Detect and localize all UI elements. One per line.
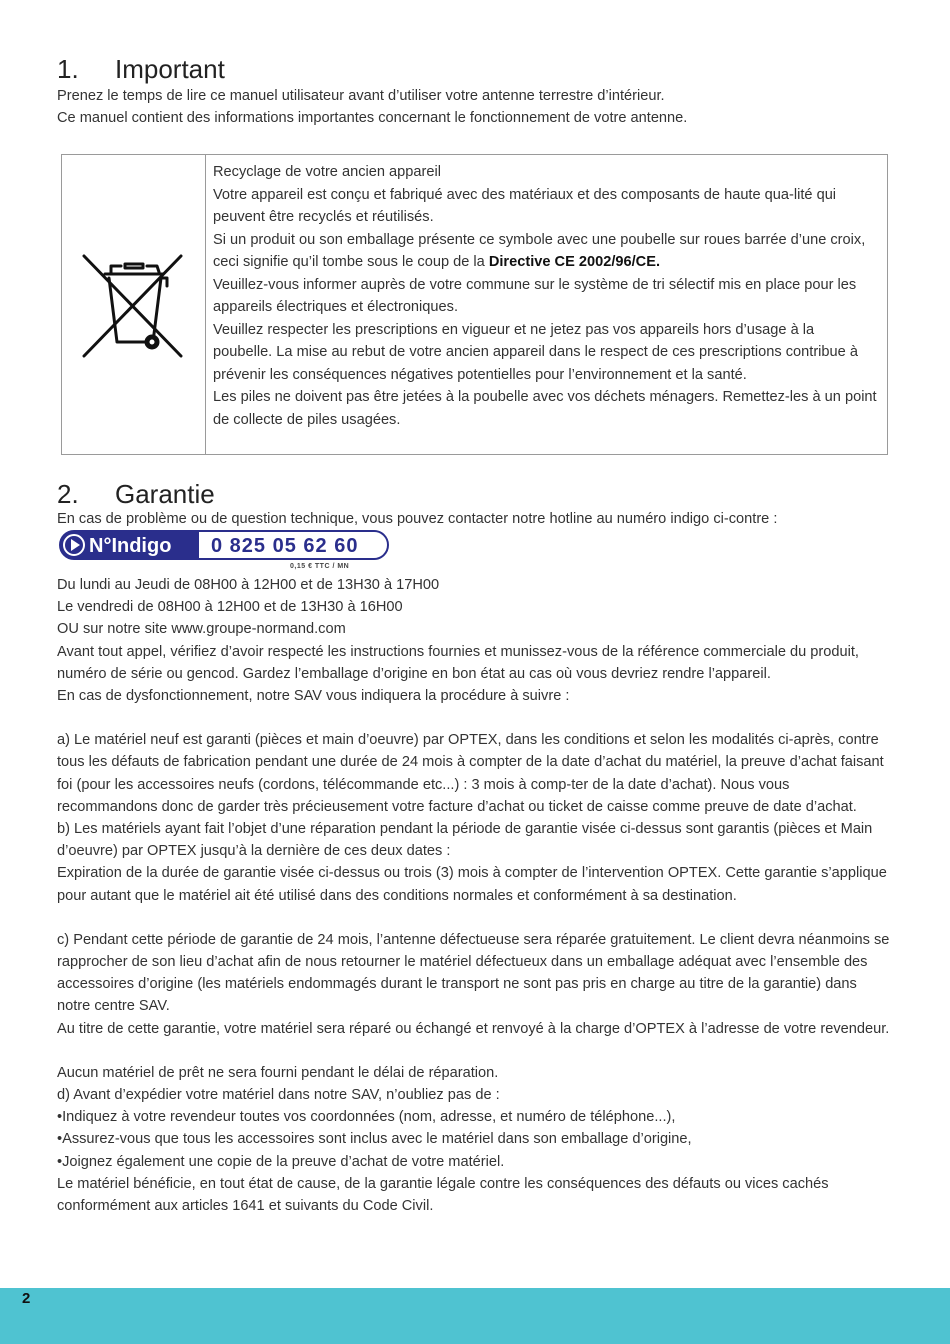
hotline-intro: En cas de problème ou de question technique, vous pouvez contacter notre hotline au numéro indigo ci-contre : bbox=[57, 511, 778, 527]
clause-b-continued: Expiration de la durée de garantie visée ci-dessus ou trois (3) mois à compter de l’intervention OPTEX. Cette garantie s’applique pour autant que le matériel ait été utilisé dans des conditions normales et conformément à sa destination. bbox=[57, 865, 887, 904]
recycling-paragraph: Veuillez-vous informer auprès de votre commune sur le système de tri sélectif mis en place pour les appareils électriques et électroniques. bbox=[213, 276, 857, 315]
indigo-price: 0,15 € TTC / MN bbox=[290, 563, 350, 570]
no-loan-line: Aucun matériel de prêt ne sera fourni pendant le délai de réparation. bbox=[57, 1064, 499, 1081]
section-2-heading bbox=[57, 479, 215, 509]
section-number: 1. bbox=[57, 54, 79, 84]
clause-c: c) Pendant cette période de garantie de 24 mois, l’antenne défectueuse sera réparée gratuitement. Le client devra néanmoins se rapprocher de son lieu d’achat afin de nous retourner le matériel défectueux dans un emballage adéquat avec l’ensemble des accessoires d’origine (les matériels endommagés durant le transport ne sont pas pris en charge au titre de la garantie) dans notre centre SAV. bbox=[57, 931, 890, 1015]
directive-text: Si un produit ou son emballage présente ce symbole avec une poubelle sur roues barrée d’une croix, ceci signifie qu’il tombe sous le coup de la bbox=[213, 231, 866, 270]
section-1-intro bbox=[57, 85, 892, 129]
website-line: OU sur notre site www.groupe-normand.com bbox=[57, 621, 346, 638]
clause-b: b) Les matériels ayant fait l’objet d’une réparation pendant la période de garantie visée ci-dessus sont garantis (pièces et Main d’oeuvre) par OPTEX jusqu’à la dernière de ces deux dates : bbox=[57, 821, 873, 860]
recycling-paragraph: Votre appareil est conçu et fabriqué avec des matériaux et des composants de haute qua-lité qui peuvent être recyclés et réutilisés. bbox=[213, 186, 837, 225]
directive-reference: Directive CE 2002/96/CE. bbox=[488, 254, 660, 270]
malfunction-line: En cas de dysfonctionnement, notre SAV vous indiquera la procédure à suivre : bbox=[57, 688, 570, 705]
hours-line: Le vendredi de 08H00 à 12H00 et de 13H30 à 16H00 bbox=[57, 599, 403, 616]
recycling-paragraph bbox=[213, 229, 877, 274]
recycling-icon-cell bbox=[62, 155, 206, 454]
intro-line: Ce manuel contient des informations importantes concernant le fonctionnement de votre antenne. bbox=[57, 110, 688, 127]
recycling-paragraph: Veuillez respecter les prescriptions en vigueur et ne jetez pas vos appareils hors d’usage à la poubelle. La mise au rebut de votre ancien appareil dans le respect de ces prescriptions contribue à prévenir les conséquences négatives potentielles pour l’environnement et la santé. bbox=[213, 321, 858, 383]
indigo-number: 0 825 05 62 60 bbox=[211, 535, 359, 557]
hours-line: Du lundi au Jeudi de 08H00 à 12H00 et de 13H30 à 17H00 bbox=[57, 577, 440, 593]
recycling-text bbox=[213, 161, 877, 431]
recycling-title: Recyclage de votre ancien appareil bbox=[213, 164, 441, 180]
section-number: 2. bbox=[57, 479, 79, 509]
indigo-label: N°Indigo bbox=[89, 535, 172, 557]
footer-bar bbox=[0, 1288, 950, 1344]
section-title: Important bbox=[115, 54, 225, 84]
clause-c-continued: Au titre de cette garantie, votre matériel sera réparé ou échangé et renvoyé à la charge d’OPTEX à l’adresse de votre revendeur. bbox=[57, 1020, 890, 1037]
before-call-paragraph: Avant tout appel, vérifiez d’avoir respecté les instructions fournies et munissez-vous de la référence commerciale du produit, numéro de série ou gencod. Gardez l’emballage d’origine en bon état au cas où vous devriez rendre l’appareil. bbox=[57, 643, 859, 682]
section-1-heading bbox=[57, 54, 225, 84]
recycling-notice-box bbox=[61, 154, 888, 455]
clause-d: d) Avant d’expédier votre matériel dans notre SAV, n’oubliez pas de : bbox=[57, 1087, 500, 1104]
bullet-item: •Assurez-vous que tous les accessoires sont inclus avec le matériel dans son emballage d’origine, bbox=[57, 1131, 692, 1148]
bullet-item: •Joignez également une copie de la preuve d’achat de votre matériel. bbox=[57, 1153, 505, 1170]
clause-a: a) Le matériel neuf est garanti (pièces et main d’oeuvre) par OPTEX, dans les conditions et selon les modalités ci-après, contre tous les défauts de fabrication pendant une durée de 24 mois à compter de la date d’achat du matériel, la preuve d’achat faisant foi (pour les accessoires neufs (cordons, télécommande etc...) : 3 mois à comp-ter de la date d’achat). Nous vous recommandons donc de garder très précieusement votre facture d’achat ou ticket de caisse comme preuve de date d’achat. bbox=[57, 732, 884, 815]
bullet-item: •Indiquez à votre revendeur toutes vos coordonnées (nom, adresse, et numéro de téléphone...), bbox=[57, 1109, 676, 1126]
crossed-out-wheelie-bin-icon bbox=[81, 250, 187, 362]
intro-line: Prenez le temps de lire ce manuel utilisateur avant d’utiliser votre antenne terrestre d’intérieur. bbox=[57, 88, 665, 104]
section-title: Garantie bbox=[115, 479, 215, 509]
section-2-body bbox=[57, 574, 892, 1217]
legal-guarantee-paragraph: Le matériel bénéficie, en tout état de cause, de la garantie légale contre les conséquences des défauts ou vices cachés conformément aux articles 1641 et suivants du Code Civil. bbox=[57, 1175, 829, 1215]
page-number: 2 bbox=[22, 1290, 31, 1307]
indigo-hotline-badge bbox=[59, 530, 389, 560]
recycling-paragraph: Les piles ne doivent pas être jetées à la poubelle avec vos déchets ménagers. Remettez-les à un point de collecte de piles usagées. bbox=[213, 389, 877, 428]
